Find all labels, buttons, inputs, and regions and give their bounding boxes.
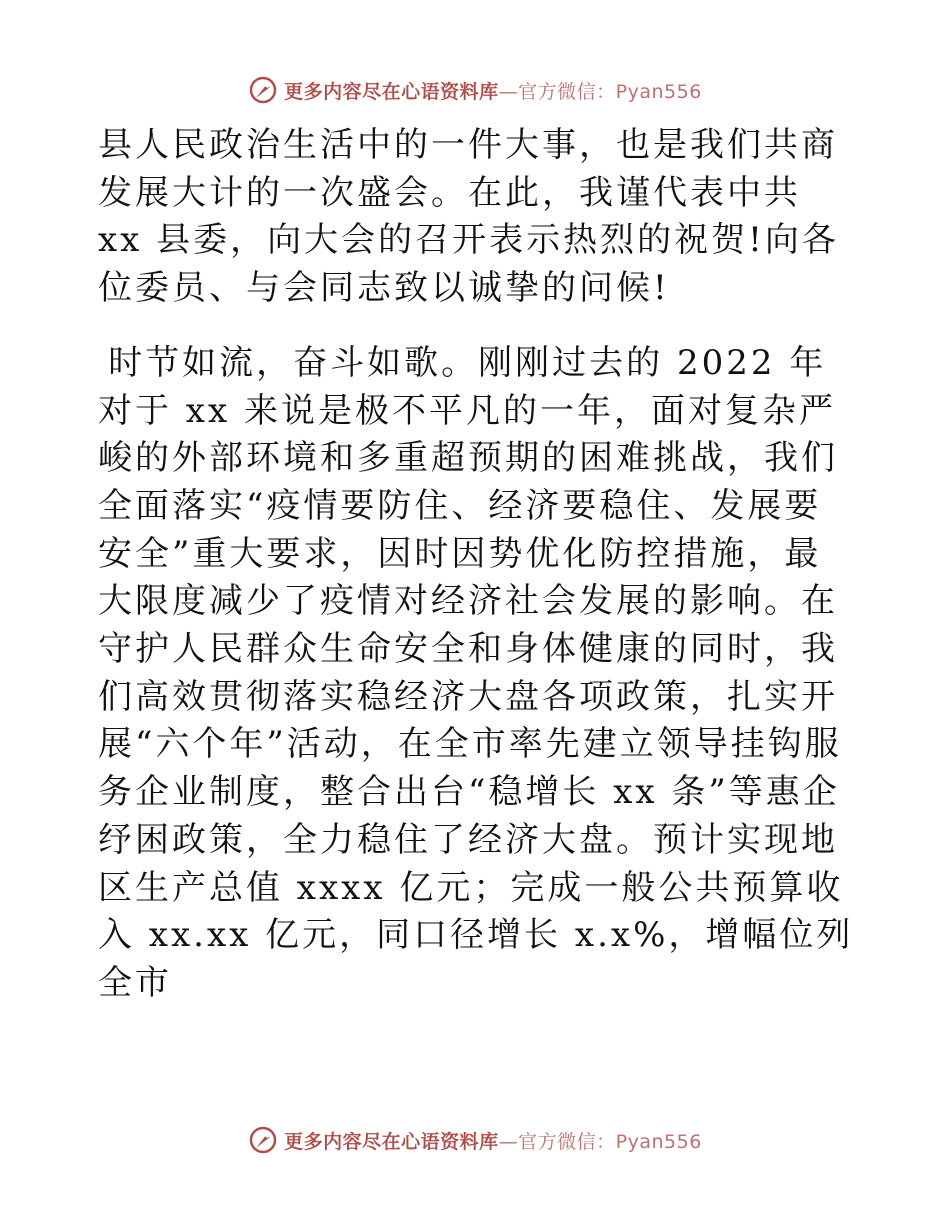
footer-banner-text: [284, 1127, 702, 1154]
header-banner-text: [284, 77, 702, 104]
header-brand-text: 更多内容尽在心语资料库: [284, 80, 499, 103]
footer-brand-text: 更多内容尽在心语资料库: [284, 1130, 499, 1153]
header-separator: —: [498, 80, 519, 103]
header-watermark-banner: [0, 70, 950, 110]
pen-nib-logo-icon: [248, 1125, 278, 1155]
pen-nib-logo-icon: [248, 75, 278, 105]
header-contact-text: 官方微信：Pyan556: [518, 80, 702, 103]
document-body: [98, 122, 858, 1008]
footer-watermark-banner: [0, 1120, 950, 1160]
footer-contact-text: 官方微信：Pyan556: [518, 1130, 702, 1153]
paragraph-opening: 县人民政治生活中的一件大事，也是我们共商发展大计的一次盛会。在此，我谨代表中共 xx 县委，向大会的召开表示热烈的祝贺!向各位委员、与会同志致以诚挚的问候!: [98, 125, 839, 309]
paragraph-review: 时节如流，奋斗如歌。刚刚过去的 2022 年对于 xx 来说是极不平凡的一年，面对复杂严峻的外部环境和多重超预期的困难挑战，我们全面落实“疫情要防住、经济要稳住、发展要安全”重大要求，因时因势优化防控措施，最大限度减少了疫情对经济社会发展的影响。在守护人民群众生命安全和身体健康的同时，我们高效贯彻落实稳经济大盘各项政策，扎实开展“六个年”活动，在全市率先建立领导挂钩服务企业制度，整合出台“稳增长 xx 条”等惠企纾困政策，全力稳住了经济大盘。预计实现地区生产总值 xxxx 亿元；完成一般公共预算收入 xx.xx 亿元，同口径增长 x.x%，增幅位列全市: [98, 342, 854, 1003]
footer-separator: —: [498, 1130, 519, 1153]
